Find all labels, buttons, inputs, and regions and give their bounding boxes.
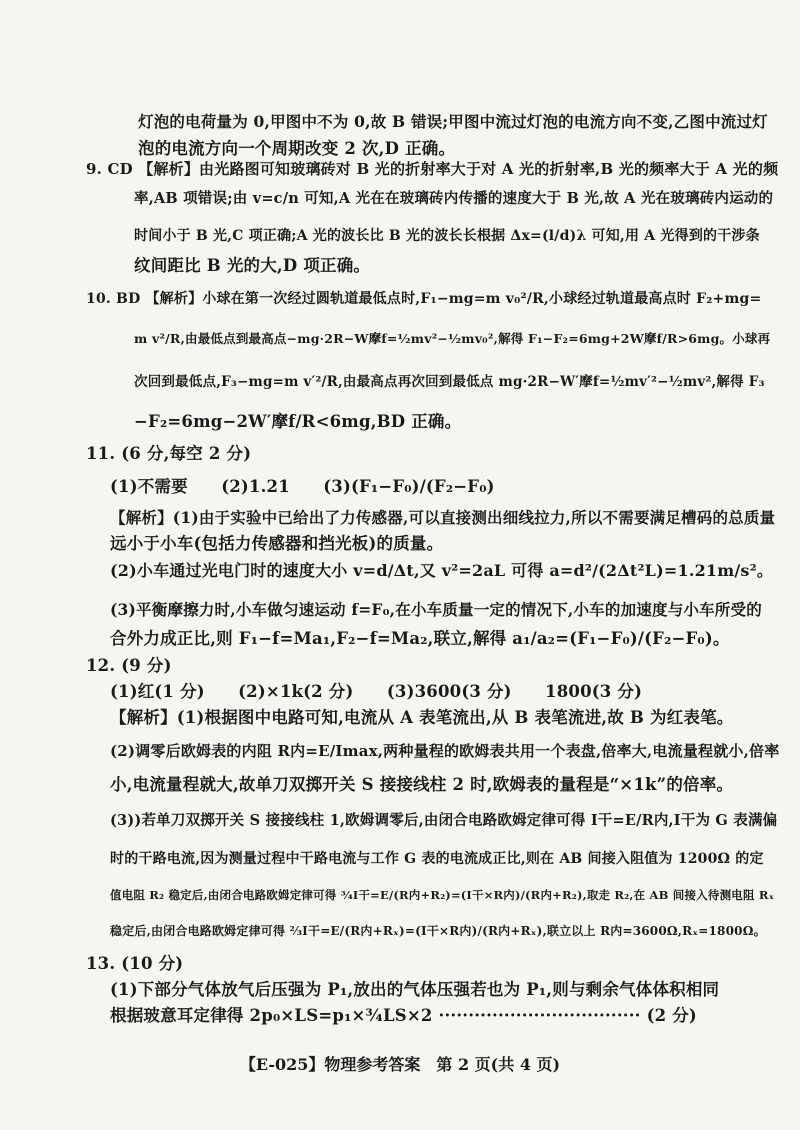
text-line: 【解析】(1)由于实验中已给出了力传感器,可以直接测出细线拉力,所以不需要满足槽码的总质量 xyxy=(110,508,776,527)
text-line: 合外力成正比,则 F₁−f=Ma₁,F₂−f=Ma₂,联立,解得 a₁/a₂=(F₁−F₀)/(F₂−F₀)。 xyxy=(110,629,730,648)
q12-answers: (1)红(1 分) (2)×1k(2 分) (3)3600(3 分) 1800(3 分) xyxy=(110,682,643,701)
text-line: 泡的电流方向一个周期改变 2 次,D 正确。 xyxy=(138,139,456,158)
text-line: 根据玻意耳定律得 2p₀×LS=p₁×¾LS×2 ·································· (2 分) xyxy=(110,1006,697,1025)
text-line: (2)小车通过光电门时的速度大小 v=d/Δt,又 v²=2aL 可得 a=d²/(2Δt²L)=1.21m/s²。 xyxy=(110,561,774,580)
text-line: 稳定后,由闭合电路欧姆定律可得 ⅔I干=E/(R内+Rₓ)=(I干×R内)/(R内+Rₓ),联立以上 R内=3600Ω,Rₓ=1800Ω。 xyxy=(110,924,766,938)
q10-line: 10. BD 【解析】小球在第一次经过圆轨道最低点时,F₁−mg=m v₀²/R,小球经过轨道最高点时 F₂+mg= xyxy=(86,291,762,307)
q13-heading: 13. (10 分) xyxy=(86,954,184,973)
text-line: 时间小于 B 光,C 项正确;A 光的波长比 B 光的波长长根据 Δx=(l/d)λ 可知,用 A 光得到的干涉条 xyxy=(134,228,760,244)
text-line: (2)调零后欧姆表的内阻 R内=E/Imax,两种量程的欧姆表共用一个表盘,倍率大,电流量程就小,倍率 xyxy=(110,742,780,760)
text-line: (3))若单刀双掷开关 S 接接线柱 1,欧姆调零后,由闭合电路欧姆定律可得 I干=E/R内,I干为 G 表满偏 xyxy=(110,812,778,829)
text-line: 值电阻 R₂ 稳定后,由闭合电路欧姆定律可得 ¾I干=E/(R内+R₂)=(I干×R内)/(R内+R₂),取走 R₂,在 AB 间接入待测电阻 Rₓ xyxy=(110,888,775,902)
text-line: 次回到最低点,F₃−mg=m v′²/R,由最高点再次回到最低点 mg·2R−W′摩f=½mv′²−½mv²,解得 F₃ xyxy=(134,374,765,390)
q12-heading: 12. (9 分) xyxy=(86,656,172,675)
text-line: 率,AB 项错误;由 v=c/n 可知,A 光在在玻璃砖内传播的速度大于 B 光,故 A 光在玻璃砖内运动的 xyxy=(134,190,774,207)
text-line: 灯泡的电荷量为 0,甲图中不为 0,故 B 错误;甲图中流过灯泡的电流方向不变,乙图中流过灯 xyxy=(138,112,768,131)
text-line: 远小于小车(包括力传感器和挡光板)的质量。 xyxy=(110,534,444,553)
text-line: 时的干路电流,因为测量过程中干路电流与工作 G 表的电流成正比,则在 AB 间接入阻值为 1200Ω 的定 xyxy=(110,851,764,867)
text-line: (1)下部分气体放气后压强为 P₁,放出的气体压强若也为 P₁,则与剩余气体体积相同 xyxy=(110,980,720,999)
text-line: (3)平衡摩擦力时,小车做匀速运动 f=F₀,在小车质量一定的情况下,小车的加速度与小车所受的 xyxy=(110,600,762,619)
q11-heading: 11. (6 分,每空 2 分) xyxy=(86,444,252,463)
text-line: 纹间距比 B 光的大,D 项正确。 xyxy=(134,256,371,275)
q9-line: 9. CD 【解析】由光路图可知玻璃砖对 B 光的折射率大于对 A 光的折射率,B 光的频率大于 A 光的频 xyxy=(86,160,779,178)
q11-answers: (1)不需要 (2)1.21 (3)(F₁−F₀)/(F₂−F₀) xyxy=(110,477,495,496)
text-line: −F₂=6mg−2W′摩f/R<6mg,BD 正确。 xyxy=(134,412,462,431)
text-line: m v²/R,由最低点到最高点−mg·2R−W摩f=½mv²−½mv₀²,解得 F₁−F₂=6mg+2W摩f/R>6mg。小球再 xyxy=(134,331,771,346)
page-footer: 【E-025】物理参考答案 第 2 页(共 4 页) xyxy=(239,1055,561,1074)
text-line: 【解析】(1)根据图中电路可知,电流从 A 表笔流出,从 B 表笔流进,故 B 为红表笔。 xyxy=(110,708,734,727)
text-line: 小,电流量程就大,故单刀双掷开关 S 接接线柱 2 时,欧姆表的量程是“×1k”的倍率。 xyxy=(110,775,734,794)
